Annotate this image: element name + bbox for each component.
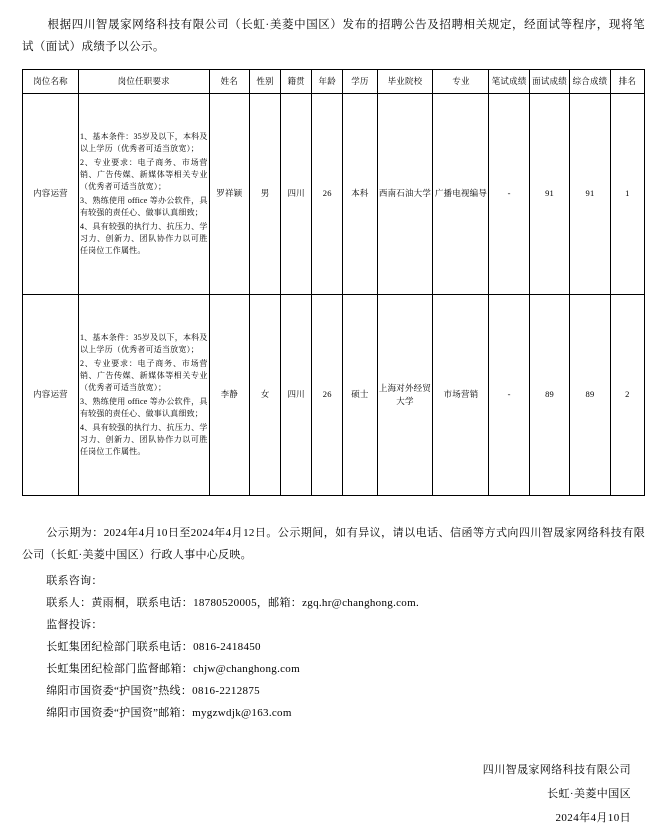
requirement-line: 1、基本条件：35岁及以下，本科及以上学历（优秀者可适当放宽）；: [79, 332, 208, 354]
requirement-line: 1、基本条件：35岁及以下，本科及以上学历（优秀者可适当放宽）；: [79, 131, 208, 153]
header-school: 毕业院校: [377, 69, 433, 93]
cell-written-score: -: [489, 294, 529, 495]
header-hometown: 籍贯: [281, 69, 312, 93]
table-row: [23, 93, 645, 294]
requirement-line: 2、专业要求：电子商务、市场营销、广告传媒、新媒体等相关专业（优秀者可适当放宽）；: [79, 157, 208, 191]
header-age: 年龄: [312, 69, 343, 93]
cell-age: 26: [312, 93, 343, 294]
signature-brand: 长虹·美菱中国区: [547, 787, 631, 800]
contact-title: 联系咨询：: [46, 574, 103, 587]
notice-paragraph: [22, 522, 645, 566]
cell-position: 内容运营: [23, 294, 79, 495]
supervision-line: 绵阳市国资委“护国资”邮箱：mygzwdjk@163.com: [46, 706, 292, 719]
header-education: 学历: [343, 69, 377, 93]
cell-interview-score: 89: [529, 294, 569, 495]
header-written-score: 笔试成绩: [489, 69, 529, 93]
contact-block: [22, 570, 645, 724]
supervision-line-paragraph: [22, 636, 645, 658]
results-table: [22, 69, 645, 496]
contact-title-paragraph: [22, 570, 645, 592]
supervision-line: 绵阳市国资委“护国资”热线：0816-2212875: [46, 684, 260, 697]
table-header-row: [23, 69, 645, 93]
signature-block: [22, 758, 645, 830]
table-row: [23, 294, 645, 495]
cell-gender: 女: [250, 294, 281, 495]
signature-date: 2024年4月10日: [555, 811, 631, 824]
notes-section: [22, 522, 645, 724]
cell-name: 李静: [209, 294, 249, 495]
cell-requirements: [78, 93, 209, 294]
cell-position: 内容运营: [23, 93, 79, 294]
requirement-line: 4、具有较强的执行力、抗压力、学习力、创新力、团队协作力以可胜任岗位工作属性。: [79, 422, 208, 456]
intro-paragraph: [22, 14, 645, 59]
cell-major: 广播电视编导: [433, 93, 489, 294]
cell-interview-score: 91: [529, 93, 569, 294]
header-rank: 排名: [610, 69, 644, 93]
supervision-line: 长虹集团纪检部门监督邮箱：chjw@changhong.com: [46, 662, 300, 675]
signature-company: 四川智晟家网络科技有限公司: [482, 763, 631, 776]
cell-gender: 男: [250, 93, 281, 294]
cell-school: 西南石油大学: [377, 93, 433, 294]
requirement-line: 3、熟练使用 office 等办公软件，具有较强的责任心、做事认真细致；: [79, 195, 208, 217]
intro-text: 根据四川智晟家网络科技有限公司（长虹·美菱中国区）发布的招聘公告及招聘相关规定，经面试等程序，现将笔试（面试）成绩予以公示。: [22, 19, 645, 54]
contact-line: 联系人：黄雨桐，联系电话：18780520005，邮箱：zgq.hr@changhong.com.: [46, 596, 420, 609]
cell-total-score: 91: [570, 93, 610, 294]
cell-hometown: 四川: [281, 93, 312, 294]
supervision-title: 监督投诉：: [46, 618, 103, 631]
contact-line-paragraph: [22, 592, 645, 614]
supervision-title-paragraph: [22, 614, 645, 636]
requirement-line: 3、熟练使用 office 等办公软件，具有较强的责任心、做事认真细致；: [79, 396, 208, 418]
header-position: 岗位名称: [23, 69, 79, 93]
header-name: 姓名: [209, 69, 249, 93]
cell-requirements: [78, 294, 209, 495]
cell-education: 本科: [343, 93, 377, 294]
requirement-line: 4、具有较强的执行力、抗压力、学习力、创新力、团队协作力以可胜任岗位工作属性。: [79, 221, 208, 255]
header-requirements: 岗位任职要求: [78, 69, 209, 93]
cell-rank: 1: [610, 93, 644, 294]
cell-name: 罗祥颖: [209, 93, 249, 294]
supervision-line-paragraph: [22, 680, 645, 702]
cell-rank: 2: [610, 294, 644, 495]
cell-school: 上海对外经贸大学: [377, 294, 433, 495]
cell-age: 26: [312, 294, 343, 495]
header-major: 专业: [433, 69, 489, 93]
cell-education: 硕士: [343, 294, 377, 495]
supervision-line: 长虹集团纪检部门联系电话：0816-2418450: [46, 640, 261, 653]
notice-text: 公示期为：2024年4月10日至2024年4月12日。公示期间，如有异议，请以电话、信函等方式向四川智晟家网络科技有限公司（长虹·美菱中国区）行政人事中心反映。: [22, 526, 645, 561]
header-gender: 性别: [250, 69, 281, 93]
cell-hometown: 四川: [281, 294, 312, 495]
header-interview-score: 面试成绩: [529, 69, 569, 93]
supervision-line-paragraph: [22, 658, 645, 680]
requirement-line: 2、专业要求：电子商务、市场营销、广告传媒、新媒体等相关专业（优秀者可适当放宽）；: [79, 358, 208, 392]
cell-total-score: 89: [570, 294, 610, 495]
cell-written-score: -: [489, 93, 529, 294]
supervision-line-paragraph: [22, 702, 645, 724]
cell-major: 市场营销: [433, 294, 489, 495]
header-total-score: 综合成绩: [570, 69, 610, 93]
